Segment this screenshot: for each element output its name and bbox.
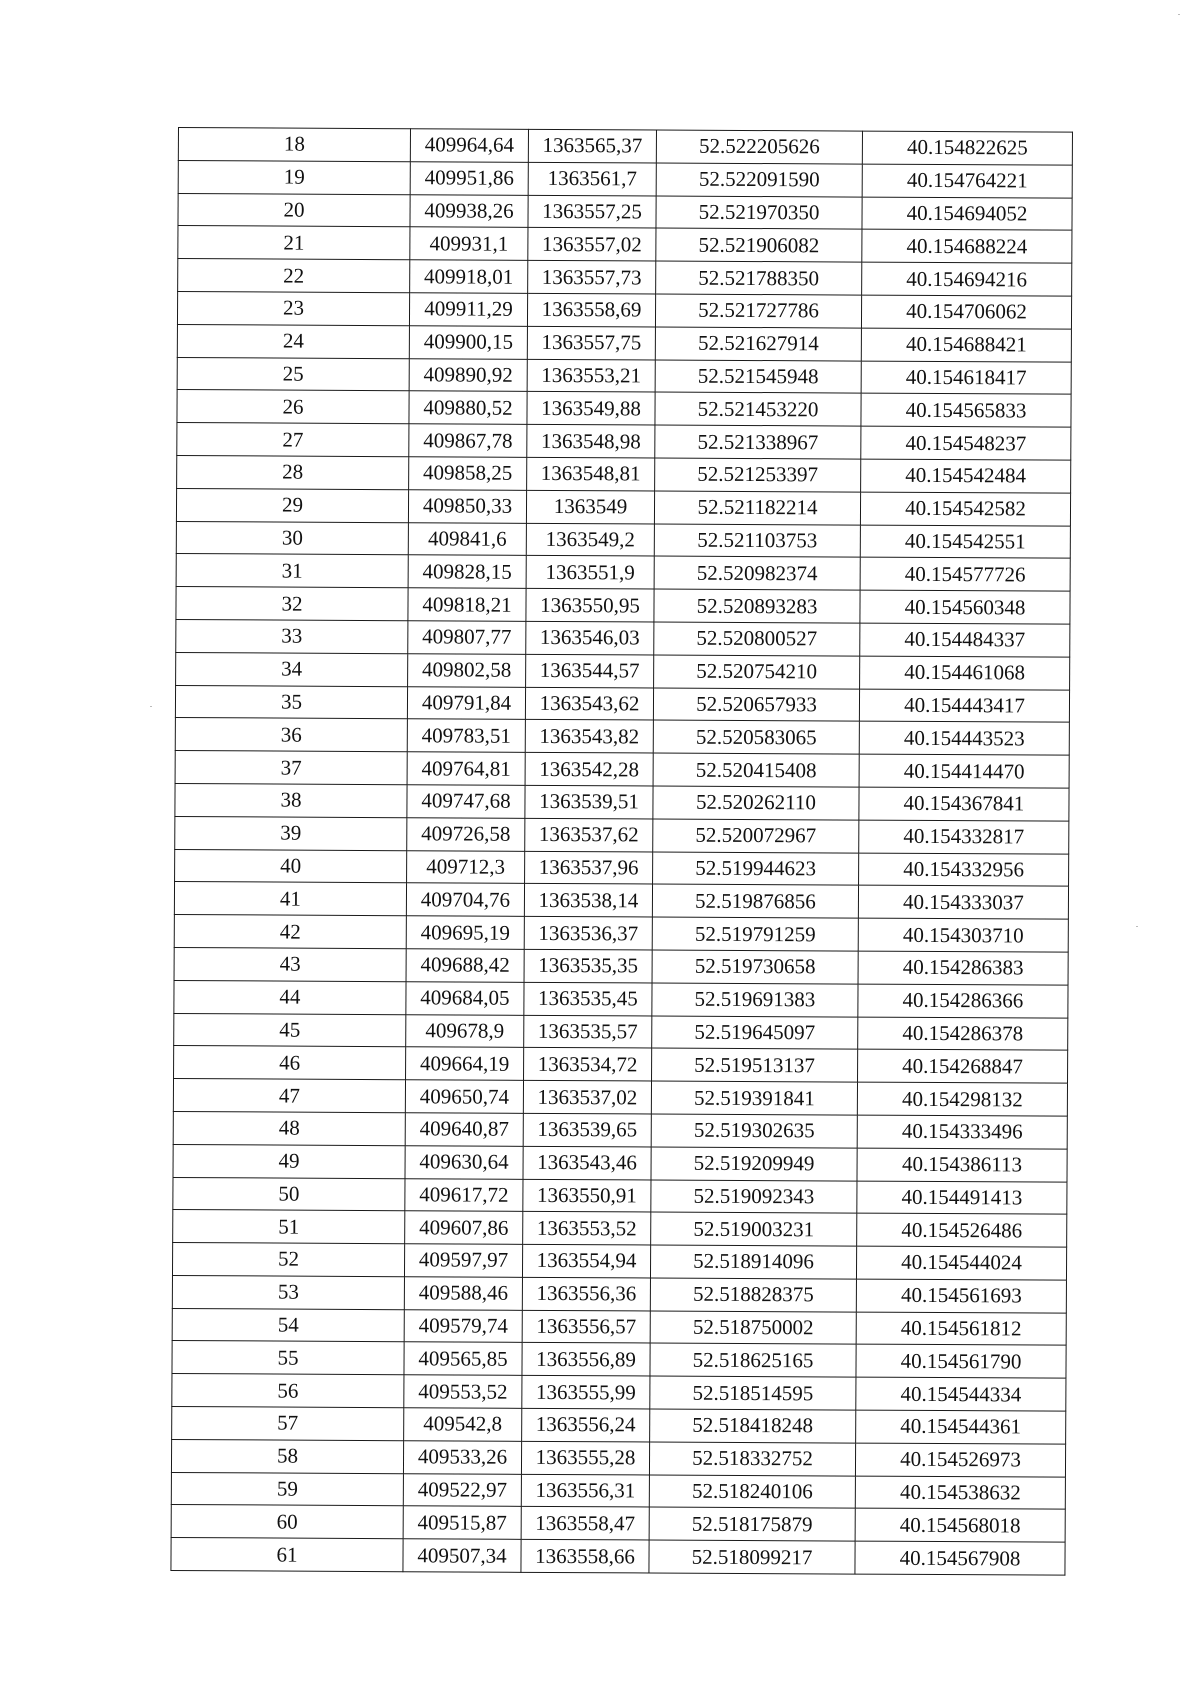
- longitude-cell: 40.154526973: [855, 1443, 1065, 1477]
- y-coordinate-cell: 1363536,37: [524, 916, 652, 949]
- x-coordinate-cell: 409579,74: [404, 1309, 522, 1342]
- y-coordinate-cell: 1363549,88: [527, 392, 655, 425]
- y-coordinate-cell: 1363548,81: [527, 457, 655, 490]
- point-number-cell: 31: [176, 554, 408, 588]
- y-coordinate-cell: 1363555,28: [521, 1441, 649, 1474]
- table-row: [178, 226, 1072, 263]
- longitude-cell: 40.154565833: [861, 393, 1071, 427]
- latitude-cell: 52.518418248: [650, 1409, 856, 1443]
- longitude-cell: 40.154577726: [860, 557, 1070, 591]
- longitude-cell: 40.154822625: [862, 131, 1072, 165]
- point-number-cell: 21: [178, 226, 410, 260]
- x-coordinate-cell: 409818,21: [408, 588, 526, 621]
- longitude-cell: 40.154561693: [856, 1279, 1066, 1313]
- x-coordinate-cell: 409802,58: [408, 653, 526, 686]
- table-row: [172, 1308, 1066, 1345]
- latitude-cell: 52.520415408: [653, 753, 859, 787]
- x-coordinate-cell: 409617,72: [405, 1178, 523, 1211]
- latitude-cell: 52.521545948: [655, 360, 861, 394]
- table-row: [176, 554, 1070, 591]
- latitude-cell: 52.521253397: [655, 458, 861, 492]
- x-coordinate-cell: 409664,19: [406, 1047, 524, 1080]
- point-number-cell: 48: [173, 1111, 405, 1145]
- longitude-cell: 40.154286383: [858, 951, 1068, 985]
- y-coordinate-cell: 1363546,03: [526, 621, 654, 654]
- point-number-cell: 61: [171, 1538, 403, 1572]
- point-number-cell: 33: [176, 619, 408, 653]
- x-coordinate-cell: 409938,26: [410, 194, 528, 227]
- point-number-cell: 43: [174, 947, 406, 981]
- x-coordinate-cell: 409522,97: [403, 1473, 521, 1506]
- y-coordinate-cell: 1363565,37: [528, 129, 656, 162]
- y-coordinate-cell: 1363558,66: [521, 1540, 649, 1573]
- latitude-cell: 52.520982374: [654, 556, 860, 590]
- y-coordinate-cell: 1363558,47: [521, 1507, 649, 1540]
- point-number-cell: 18: [178, 128, 410, 162]
- latitude-cell: 52.519791259: [652, 917, 858, 951]
- table-row: [176, 652, 1070, 689]
- x-coordinate-cell: 409828,15: [408, 555, 526, 588]
- table-row: [175, 718, 1069, 755]
- point-number-cell: 22: [178, 259, 410, 293]
- longitude-cell: 40.154694052: [862, 197, 1072, 231]
- latitude-cell: 52.520262110: [653, 786, 859, 820]
- point-number-cell: 30: [176, 521, 408, 555]
- x-coordinate-cell: 409565,85: [404, 1342, 522, 1375]
- x-coordinate-cell: 409726,58: [407, 817, 525, 850]
- table-row: [178, 259, 1072, 296]
- y-coordinate-cell: 1363535,35: [524, 949, 652, 982]
- y-coordinate-cell: 1363539,51: [525, 785, 653, 818]
- longitude-cell: 40.154706062: [861, 295, 1071, 329]
- table-row: [175, 816, 1069, 853]
- longitude-cell: 40.154561790: [856, 1345, 1066, 1379]
- table-row: [178, 128, 1072, 165]
- longitude-cell: 40.154268847: [858, 1049, 1068, 1083]
- x-coordinate-cell: 409630,64: [405, 1145, 523, 1178]
- longitude-cell: 40.154694216: [862, 262, 1072, 296]
- table-row: [171, 1472, 1065, 1509]
- y-coordinate-cell: 1363544,57: [526, 654, 654, 687]
- table-row: [174, 915, 1068, 952]
- longitude-cell: 40.154333496: [857, 1115, 1067, 1149]
- latitude-cell: 52.518914096: [650, 1245, 856, 1279]
- point-number-cell: 29: [176, 488, 408, 522]
- x-coordinate-cell: 409791,84: [407, 686, 525, 719]
- latitude-cell: 52.519209949: [651, 1147, 857, 1181]
- point-number-cell: 24: [177, 324, 409, 358]
- y-coordinate-cell: 1363549,2: [526, 523, 654, 556]
- longitude-cell: 40.154526486: [857, 1213, 1067, 1247]
- longitude-cell: 40.154688421: [861, 328, 1071, 362]
- y-coordinate-cell: 1363543,82: [525, 720, 653, 753]
- table-row: [175, 685, 1069, 722]
- latitude-cell: 52.520072967: [653, 819, 859, 853]
- y-coordinate-cell: 1363550,91: [523, 1179, 651, 1212]
- latitude-cell: 52.519876856: [652, 884, 858, 918]
- latitude-cell: 52.519003231: [651, 1212, 857, 1246]
- latitude-cell: 52.518240106: [649, 1475, 855, 1509]
- coordinates-table-body: [171, 128, 1073, 1576]
- longitude-cell: 40.154303710: [858, 918, 1068, 952]
- table-row: [178, 160, 1072, 197]
- x-coordinate-cell: 409964,64: [410, 129, 528, 162]
- latitude-cell: 52.521788350: [656, 261, 862, 295]
- latitude-cell: 52.521453220: [655, 392, 861, 426]
- longitude-cell: 40.154286378: [858, 1017, 1068, 1051]
- y-coordinate-cell: 1363554,94: [522, 1244, 650, 1277]
- latitude-cell: 52.519645097: [652, 1016, 858, 1050]
- latitude-cell: 52.520754210: [654, 655, 860, 689]
- point-number-cell: 36: [175, 718, 407, 752]
- table-row: [176, 587, 1070, 624]
- latitude-cell: 52.518514595: [650, 1376, 856, 1410]
- longitude-cell: 40.154544361: [856, 1410, 1066, 1444]
- latitude-cell: 52.519691383: [652, 983, 858, 1017]
- y-coordinate-cell: 1363549: [526, 490, 654, 523]
- point-number-cell: 44: [174, 980, 406, 1014]
- longitude-cell: 40.154443523: [859, 721, 1069, 755]
- point-number-cell: 50: [173, 1177, 405, 1211]
- y-coordinate-cell: 1363542,28: [525, 752, 653, 785]
- point-number-cell: 45: [174, 1013, 406, 1047]
- longitude-cell: 40.154561812: [856, 1312, 1066, 1346]
- table-row: [178, 193, 1072, 230]
- latitude-cell: 52.521103753: [654, 524, 860, 558]
- latitude-cell: 52.519944623: [653, 852, 859, 886]
- longitude-cell: 40.154484337: [860, 623, 1070, 657]
- latitude-cell: 52.518750002: [650, 1311, 856, 1345]
- point-number-cell: 19: [178, 160, 410, 194]
- y-coordinate-cell: 1363561,7: [528, 162, 656, 195]
- point-number-cell: 34: [176, 652, 408, 686]
- x-coordinate-cell: 409880,52: [409, 391, 527, 424]
- y-coordinate-cell: 1363556,36: [522, 1277, 650, 1310]
- point-number-cell: 35: [175, 685, 407, 719]
- point-number-cell: 42: [174, 915, 406, 949]
- table-row: [176, 619, 1070, 656]
- point-number-cell: 32: [176, 587, 408, 621]
- y-coordinate-cell: 1363548,98: [527, 425, 655, 458]
- point-number-cell: 53: [172, 1275, 404, 1309]
- y-coordinate-cell: 1363537,02: [523, 1080, 651, 1113]
- x-coordinate-cell: 409890,92: [409, 358, 527, 391]
- latitude-cell: 52.519391841: [651, 1081, 857, 1115]
- latitude-cell: 52.518332752: [649, 1442, 855, 1476]
- y-coordinate-cell: 1363538,14: [524, 884, 652, 917]
- table-row: [174, 947, 1068, 984]
- longitude-cell: 40.154542551: [860, 525, 1070, 559]
- table-row: [177, 455, 1071, 492]
- x-coordinate-cell: 409607,86: [405, 1211, 523, 1244]
- point-number-cell: 55: [172, 1341, 404, 1375]
- y-coordinate-cell: 1363556,24: [522, 1408, 650, 1441]
- longitude-cell: 40.154461068: [860, 656, 1070, 690]
- latitude-cell: 52.520583065: [653, 720, 859, 754]
- x-coordinate-cell: 409841,6: [408, 522, 526, 555]
- scan-speck: [150, 706, 152, 707]
- table-row: [177, 390, 1071, 427]
- x-coordinate-cell: 409900,15: [409, 325, 527, 358]
- x-coordinate-cell: 409542,8: [404, 1408, 522, 1441]
- x-coordinate-cell: 409747,68: [407, 785, 525, 818]
- y-coordinate-cell: 1363539,65: [523, 1113, 651, 1146]
- x-coordinate-cell: 409695,19: [406, 916, 524, 949]
- longitude-cell: 40.154491413: [857, 1181, 1067, 1215]
- table-row: [172, 1243, 1066, 1280]
- longitude-cell: 40.154332956: [859, 853, 1069, 887]
- longitude-cell: 40.154560348: [860, 590, 1070, 624]
- table-row: [173, 1177, 1067, 1214]
- table-row: [173, 1144, 1067, 1181]
- x-coordinate-cell: 409553,52: [404, 1375, 522, 1408]
- y-coordinate-cell: 1363550,95: [526, 588, 654, 621]
- longitude-cell: 40.154538632: [855, 1476, 1065, 1510]
- table-row: [171, 1505, 1065, 1542]
- latitude-cell: 52.519302635: [651, 1114, 857, 1148]
- table-row: [175, 751, 1069, 788]
- point-number-cell: 51: [173, 1210, 405, 1244]
- table-row: [172, 1341, 1066, 1378]
- x-coordinate-cell: 409515,87: [403, 1506, 521, 1539]
- y-coordinate-cell: 1363537,96: [525, 851, 653, 884]
- point-number-cell: 23: [177, 291, 409, 325]
- y-coordinate-cell: 1363557,02: [528, 228, 656, 261]
- y-coordinate-cell: 1363535,45: [524, 982, 652, 1015]
- point-number-cell: 46: [174, 1046, 406, 1080]
- table-row: [174, 980, 1068, 1017]
- y-coordinate-cell: 1363558,69: [527, 293, 655, 326]
- point-number-cell: 49: [173, 1144, 405, 1178]
- point-number-cell: 56: [172, 1374, 404, 1408]
- y-coordinate-cell: 1363543,46: [523, 1146, 651, 1179]
- table-row: [177, 291, 1071, 328]
- table-row: [175, 783, 1069, 820]
- latitude-cell: 52.519730658: [652, 950, 858, 984]
- longitude-cell: 40.154367841: [859, 787, 1069, 821]
- latitude-cell: 52.521906082: [656, 228, 862, 262]
- table-row: [177, 357, 1071, 394]
- point-number-cell: 57: [172, 1407, 404, 1441]
- longitude-cell: 40.154542582: [860, 492, 1070, 526]
- table-row: [176, 521, 1070, 558]
- longitude-cell: 40.154544334: [856, 1377, 1066, 1411]
- longitude-cell: 40.154414470: [859, 754, 1069, 788]
- latitude-cell: 52.518099217: [649, 1540, 855, 1574]
- longitude-cell: 40.154386113: [857, 1148, 1067, 1182]
- table-row: [172, 1407, 1066, 1444]
- coordinates-table: [170, 127, 1073, 1576]
- y-coordinate-cell: 1363557,73: [528, 261, 656, 294]
- table-row: [177, 324, 1071, 361]
- longitude-cell: 40.154548237: [861, 426, 1071, 460]
- latitude-cell: 52.520800527: [654, 622, 860, 656]
- longitude-cell: 40.154286366: [858, 984, 1068, 1018]
- y-coordinate-cell: 1363556,89: [522, 1343, 650, 1376]
- x-coordinate-cell: 409533,26: [403, 1441, 521, 1474]
- latitude-cell: 52.518625165: [650, 1343, 856, 1377]
- x-coordinate-cell: 409931,1: [410, 227, 528, 260]
- point-number-cell: 27: [177, 423, 409, 457]
- table-row: [177, 423, 1071, 460]
- point-number-cell: 28: [177, 455, 409, 489]
- y-coordinate-cell: 1363555,99: [522, 1376, 650, 1409]
- x-coordinate-cell: 409867,78: [409, 424, 527, 457]
- y-coordinate-cell: 1363551,9: [526, 556, 654, 589]
- point-number-cell: 26: [177, 390, 409, 424]
- table-row: [172, 1374, 1066, 1411]
- y-coordinate-cell: 1363556,31: [521, 1474, 649, 1507]
- longitude-cell: 40.154567908: [855, 1541, 1065, 1575]
- x-coordinate-cell: 409684,05: [406, 981, 524, 1014]
- latitude-cell: 52.520657933: [653, 688, 859, 722]
- x-coordinate-cell: 409807,77: [408, 621, 526, 654]
- table-row: [173, 1111, 1067, 1148]
- table-row: [174, 882, 1068, 919]
- longitude-cell: 40.154688224: [862, 229, 1072, 263]
- longitude-cell: 40.154333037: [858, 885, 1068, 919]
- scan-speck: [1136, 926, 1138, 927]
- latitude-cell: 52.521727786: [655, 294, 861, 328]
- point-number-cell: 38: [175, 783, 407, 817]
- table-row: [171, 1538, 1065, 1575]
- point-number-cell: 52: [172, 1243, 404, 1277]
- point-number-cell: 54: [172, 1308, 404, 1342]
- latitude-cell: 52.522205626: [656, 130, 862, 164]
- latitude-cell: 52.518175879: [649, 1507, 855, 1541]
- y-coordinate-cell: 1363537,62: [525, 818, 653, 851]
- table-row: [175, 849, 1069, 886]
- latitude-cell: 52.520893283: [654, 589, 860, 623]
- latitude-cell: 52.521627914: [655, 327, 861, 361]
- table-row: [174, 1046, 1068, 1083]
- y-coordinate-cell: 1363553,52: [523, 1212, 651, 1245]
- table-row: [172, 1275, 1066, 1312]
- x-coordinate-cell: 409783,51: [407, 719, 525, 752]
- point-number-cell: 41: [174, 882, 406, 916]
- x-coordinate-cell: 409911,29: [409, 293, 527, 326]
- table-row: [174, 1013, 1068, 1050]
- y-coordinate-cell: 1363557,75: [527, 326, 655, 359]
- x-coordinate-cell: 409688,42: [406, 949, 524, 982]
- x-coordinate-cell: 409712,3: [407, 850, 525, 883]
- point-number-cell: 39: [175, 816, 407, 850]
- x-coordinate-cell: 409650,74: [405, 1080, 523, 1113]
- table-row: [173, 1210, 1067, 1247]
- longitude-cell: 40.154298132: [857, 1082, 1067, 1116]
- longitude-cell: 40.154542484: [861, 459, 1071, 493]
- point-number-cell: 25: [177, 357, 409, 391]
- x-coordinate-cell: 409704,76: [406, 883, 524, 916]
- point-number-cell: 40: [175, 849, 407, 883]
- x-coordinate-cell: 409918,01: [410, 260, 528, 293]
- point-number-cell: 47: [173, 1079, 405, 1113]
- x-coordinate-cell: 409764,81: [407, 752, 525, 785]
- longitude-cell: 40.154544024: [856, 1246, 1066, 1280]
- longitude-cell: 40.154568018: [855, 1509, 1065, 1543]
- x-coordinate-cell: 409850,33: [408, 489, 526, 522]
- point-number-cell: 37: [175, 751, 407, 785]
- x-coordinate-cell: 409858,25: [409, 457, 527, 490]
- y-coordinate-cell: 1363535,57: [524, 1015, 652, 1048]
- longitude-cell: 40.154443417: [859, 689, 1069, 723]
- y-coordinate-cell: 1363553,21: [527, 359, 655, 392]
- y-coordinate-cell: 1363534,72: [524, 1048, 652, 1081]
- longitude-cell: 40.154764221: [862, 164, 1072, 198]
- latitude-cell: 52.522091590: [656, 163, 862, 197]
- point-number-cell: 20: [178, 193, 410, 227]
- x-coordinate-cell: 409951,86: [410, 162, 528, 195]
- table-row: [171, 1439, 1065, 1476]
- point-number-cell: 60: [171, 1505, 403, 1539]
- x-coordinate-cell: 409588,46: [404, 1277, 522, 1310]
- y-coordinate-cell: 1363543,62: [525, 687, 653, 720]
- x-coordinate-cell: 409640,87: [405, 1113, 523, 1146]
- latitude-cell: 52.521970350: [656, 196, 862, 230]
- scan-speck: [1178, 14, 1180, 15]
- latitude-cell: 52.518828375: [650, 1278, 856, 1312]
- table-row: [173, 1079, 1067, 1116]
- latitude-cell: 52.521338967: [655, 425, 861, 459]
- latitude-cell: 52.521182214: [654, 491, 860, 525]
- latitude-cell: 52.519513137: [652, 1048, 858, 1082]
- y-coordinate-cell: 1363556,57: [522, 1310, 650, 1343]
- x-coordinate-cell: 409678,9: [406, 1014, 524, 1047]
- latitude-cell: 52.519092343: [651, 1179, 857, 1213]
- point-number-cell: 58: [171, 1439, 403, 1473]
- y-coordinate-cell: 1363557,25: [528, 195, 656, 228]
- longitude-cell: 40.154332817: [859, 820, 1069, 854]
- longitude-cell: 40.154618417: [861, 361, 1071, 395]
- point-number-cell: 59: [171, 1472, 403, 1506]
- x-coordinate-cell: 409507,34: [403, 1539, 521, 1572]
- x-coordinate-cell: 409597,97: [404, 1244, 522, 1277]
- table-row: [176, 488, 1070, 525]
